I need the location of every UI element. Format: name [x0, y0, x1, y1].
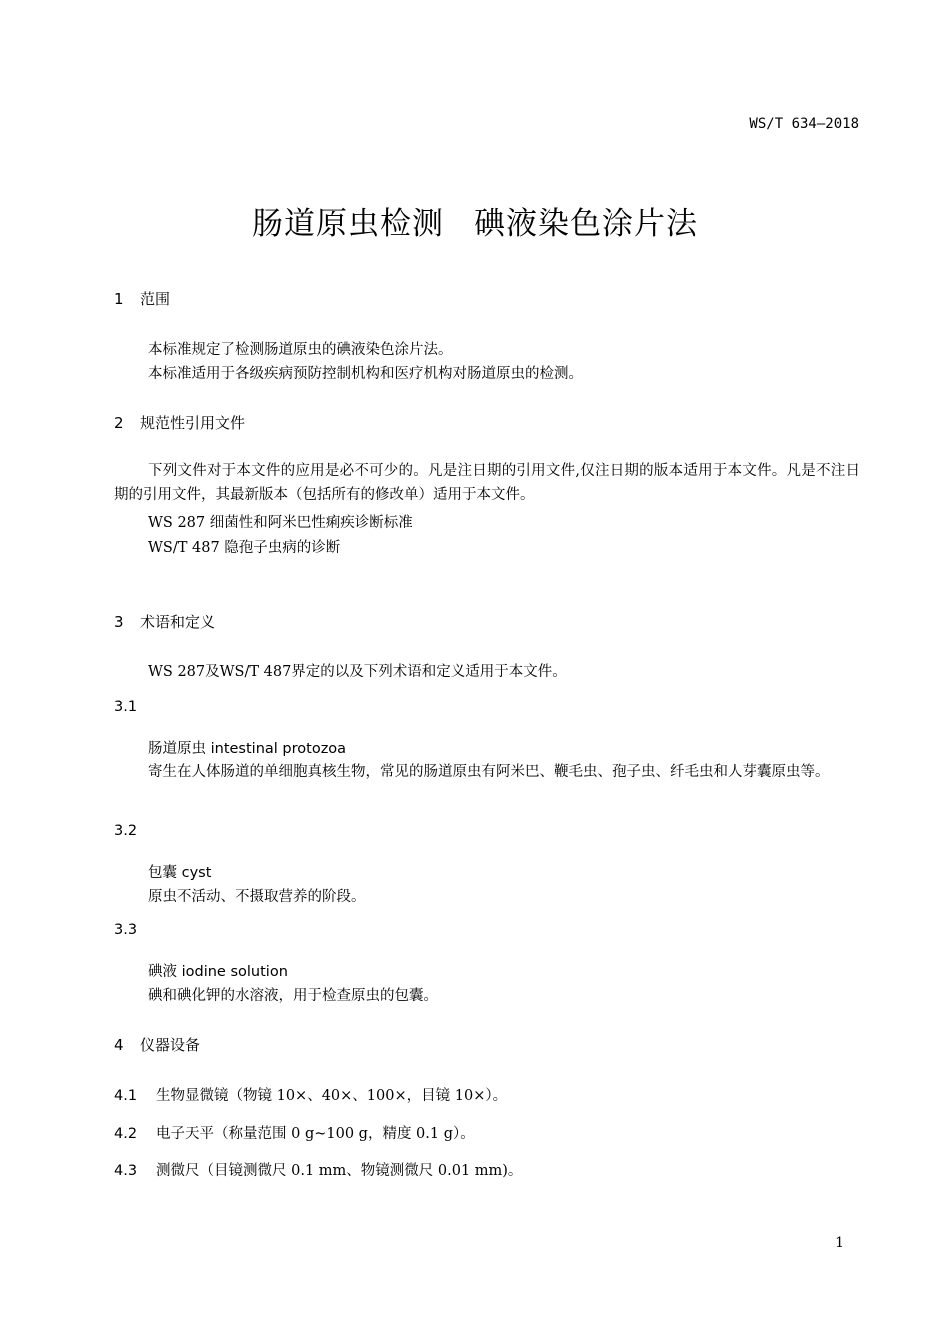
item-text: 电子天平（称量范围 0 g~100 g，精度 0.1 g）。 — [156, 1126, 475, 1142]
item-number: 4.3 — [114, 1163, 138, 1179]
section-title: 规范性引用文件 — [140, 414, 246, 432]
clause-number: 3.1 — [114, 699, 138, 715]
normative-references-paragraph: 下列文件对于本文件的应用是必不可少的。凡是注日期的引用文件,仅注日期的版本适用于本文件。凡是不注日期的引用文件，其最新版本（包括所有的修改单）适用于本文件。 — [114, 463, 860, 503]
item-text: 生物显微镜（物镜 10×、40×、100×，目镜 10×）。 — [156, 1088, 508, 1104]
clause-number: 3.2 — [114, 823, 138, 839]
section-number: 1 — [114, 290, 124, 308]
title-part-2: 碘液染色涂片法 — [474, 206, 698, 242]
term-definition: 原虫不活动、不摄取营养的阶段。 — [148, 889, 366, 905]
section-3-heading — [114, 611, 215, 632]
item-text: 测微尺（目镜测微尺 0.1 mm、物镜测微尺 0.01 mm)。 — [156, 1163, 523, 1179]
term-title: 碘液 iodine solution — [148, 964, 288, 980]
section-2-heading — [114, 412, 245, 433]
section-4-heading — [114, 1034, 200, 1055]
title-part-1: 肠道原虫检测 — [252, 206, 444, 242]
section-number: 2 — [114, 414, 124, 432]
equipment-item — [114, 1122, 475, 1143]
term-definition: 碘和碘化钾的水溶液，用于检查原虫的包囊。 — [148, 988, 438, 1004]
term-title: 肠道原虫 intestinal protozoa — [148, 741, 347, 757]
scope-line-1: 本标准规定了检测肠道原虫的碘液染色涂片法。 — [148, 342, 453, 358]
term-title: 包囊 cyst — [148, 865, 212, 881]
reference-item: WS/T 487 隐孢子虫病的诊断 — [148, 540, 341, 556]
section-number: 4 — [114, 1036, 124, 1054]
terms-intro: WS 287及WS/T 487界定的以及下列术语和定义适用于本文件。 — [148, 664, 567, 680]
page-number: 1 — [835, 1235, 844, 1251]
document-title — [0, 198, 950, 243]
reference-item: WS 287 细菌性和阿米巴性痢疾诊断标准 — [148, 515, 413, 531]
scope-line-2: 本标准适用于各级疾病预防控制机构和医疗机构对肠道原虫的检测。 — [148, 366, 583, 382]
equipment-item — [114, 1084, 507, 1105]
clause-number: 3.3 — [114, 922, 138, 938]
section-title: 范围 — [140, 290, 171, 308]
standard-number: WS/T 634—2018 — [749, 116, 859, 132]
section-1-heading — [114, 288, 170, 309]
section-title: 仪器设备 — [140, 1036, 201, 1054]
item-number: 4.1 — [114, 1088, 138, 1104]
item-number: 4.2 — [114, 1126, 138, 1142]
term-definition: 寄生在人体肠道的单细胞真核生物，常见的肠道原虫有阿米巴、鞭毛虫、孢子虫、纤毛虫和人芽囊原虫等。 — [148, 764, 830, 780]
section-number: 3 — [114, 613, 124, 631]
equipment-item — [114, 1159, 522, 1180]
section-title: 术语和定义 — [140, 613, 216, 631]
